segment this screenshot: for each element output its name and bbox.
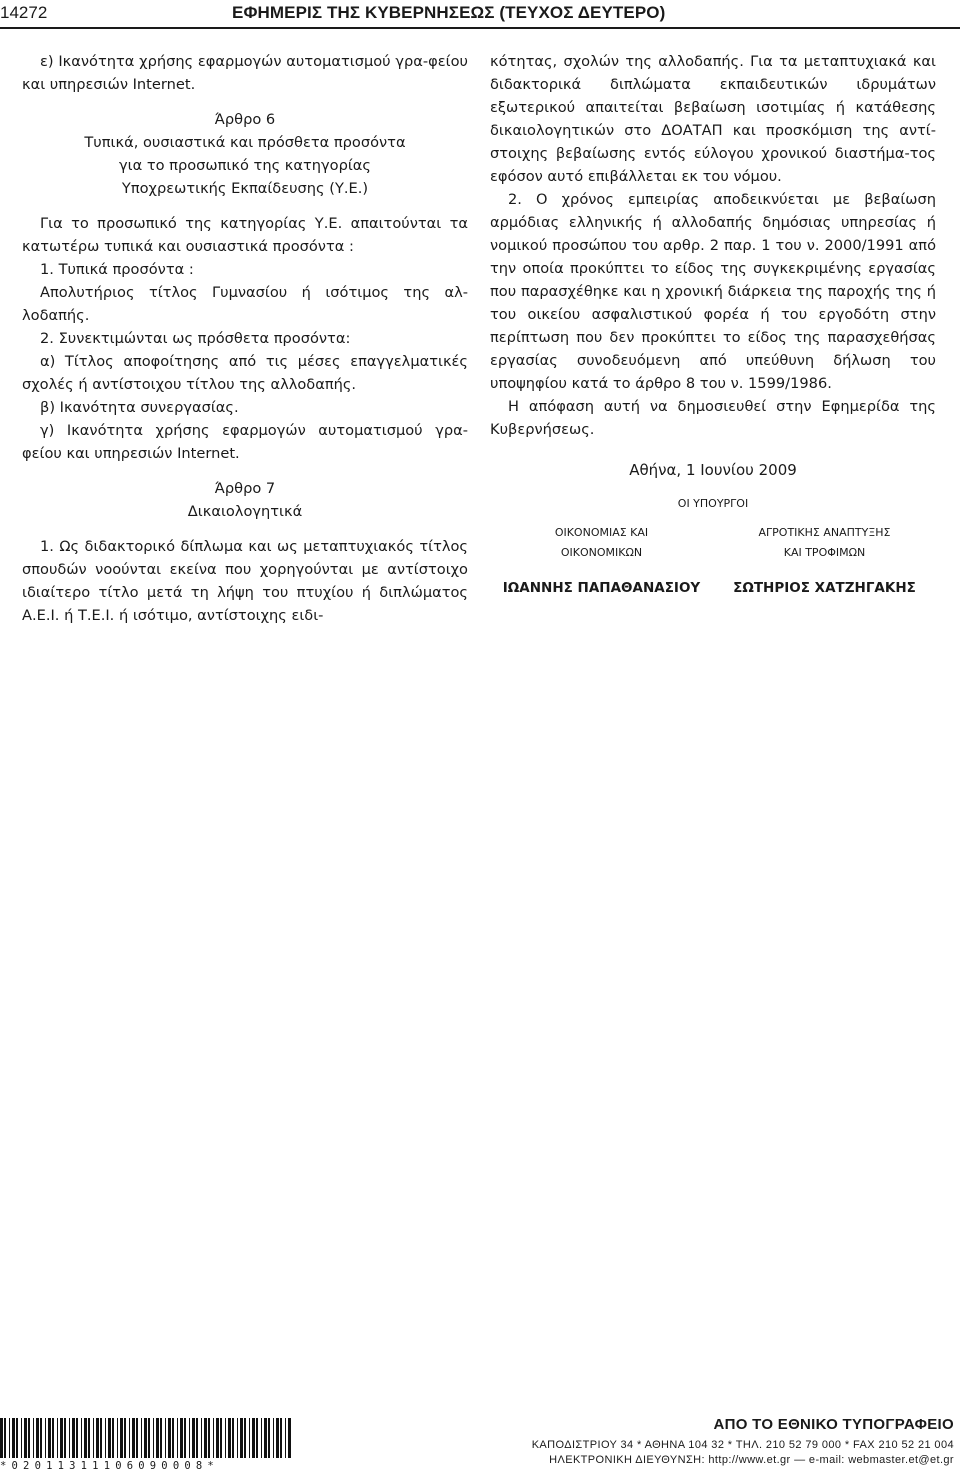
ministry-economy-line-1: ΟΙΚΟΝΟΜΙΑΣ ΚΑΙ bbox=[554, 526, 649, 539]
paragraph: γ) Ικανότητα χρήσης εφαρμογών αυτοματισμού γρα-φείου και υπηρεσιών Internet. bbox=[22, 422, 468, 462]
gazette-title: ΕΦΗΜΕΡΙΣ ΤΗΣ ΚΥΒΕΡΝΗΣΕΩΣ (ΤΕΥΧΟΣ ΔΕΥΤΕΡΟ) bbox=[232, 3, 666, 22]
publisher-web: ΗΛΕΚΤΡΟΝΙΚΗ ΔΙΕΥΘΥΝΣΗ: http://www.et.gr — e-mail: webmaster.et@et.gr bbox=[549, 1454, 954, 1466]
article-7-title: Άρθρο 7 bbox=[214, 480, 276, 497]
header-rule bbox=[0, 27, 960, 29]
page-footer bbox=[0, 1392, 960, 1478]
page-header bbox=[0, 0, 960, 34]
paragraph: 1. Τυπικά προσόντα : bbox=[40, 261, 194, 278]
article-6-subtitle-3: Υποχρεωτικής Εκπαίδευσης (Υ.Ε.) bbox=[121, 180, 369, 197]
paragraph: κότητας, σχολών της αλλοδαπής. Για τα μεταπτυχιακά και διδακτορικά διπλώματα εκπαιδευτικών ιδρυμάτων εξωτερικού απαιτείται βεβαίωση ισοτιμίας ή κατάθεσης δικαιολογητικών στο ΔΟΑΤΑΠ και προσκόμιση της αντί-στοιχης βεβαίωσης εντός εύλογου χρονικού διαστήμα-τος εφόσον αυτό επιβάλλεται εκ του νόμου. bbox=[490, 53, 936, 185]
paragraph: β) Ικανότητα συνεργασίας. bbox=[40, 399, 239, 416]
signature-date: Αθήνα, 1 Ιουνίου 2009 bbox=[629, 461, 797, 479]
publisher-address: ΚΑΠΟΔΙΣΤΡΙΟΥ 34 * ΑΘΗΝΑ 104 32 * ΤΗΛ. 210 52 79 000 * FAX 210 52 21 004 bbox=[531, 1439, 954, 1451]
barcode-digits: *02011311106090008* bbox=[0, 1460, 219, 1472]
ministry-agriculture bbox=[713, 523, 936, 563]
article-6-subtitle-1: Τυπικά, ουσιαστικά και πρόσθετα προσόντα bbox=[84, 134, 406, 151]
barcode-icon bbox=[0, 1418, 292, 1458]
ministry-economy-line-2: ΟΙΚΟΝΟΜΙΚΩΝ bbox=[560, 546, 643, 559]
ministry-agriculture-line-2: ΚΑΙ ΤΡΟΦΙΜΩΝ bbox=[783, 546, 866, 559]
right-column bbox=[490, 50, 936, 600]
left-column bbox=[22, 50, 468, 627]
paragraph: 2. Συνεκτιμώνται ως πρόσθετα προσόντα: bbox=[40, 330, 351, 347]
signatory-left: ΙΩΑΝΝΗΣ ΠΑΠΑΘΑΝΑΣΙΟΥ bbox=[502, 580, 701, 596]
paragraph: α) Τίτλος αποφοίτησης από τις μέσες επαγγελματικές σχολές ή αντίστοιχου τίτλου της αλλοδαπής. bbox=[22, 353, 468, 393]
article-7-subtitle: Δικαιολογητικά bbox=[187, 503, 303, 520]
article-6-subtitle-2: για το προσωπικό της κατηγορίας bbox=[119, 157, 371, 174]
ministry-agriculture-line-1: ΑΓΡΟΤΙΚΗΣ ΑΝΑΠΤΥΞΗΣ bbox=[758, 526, 891, 539]
paragraph: ε) Ικανότητα χρήσης εφαρμογών αυτοματισμού γρα-φείου και υπηρεσιών Internet. bbox=[22, 53, 468, 93]
page-number: 14272 bbox=[0, 3, 48, 22]
paragraph: Για το προσωπικό της κατηγορίας Υ.Ε. απαιτούνται τα κατωτέρω τυπικά και ουσιαστικά προσόντα : bbox=[22, 215, 468, 255]
ministry-economy bbox=[490, 523, 713, 563]
paragraph: 1. Ως διδακτορικό δίπλωμα και ως μεταπτυχιακός τίτλος σπουδών νοούνται εκείνα που χορηγούνται με αντίστοιχο ιδιαίτερο τίτλο μετά τη λήψη του πτυχίου ή διπλώματος Α.Ε.Ι. ή Τ.Ε.Ι. ή ισότιμο, αντίστοιχης ειδι- bbox=[22, 538, 468, 624]
paragraph: 2. Ο χρόνος εμπειρίας αποδεικνύεται με βεβαίωση αρμόδιας ελληνικής ή αλλοδαπής δημόσιας υπηρεσίας ή νομικού προσώπου του αρθρ. 2 παρ. 1 του ν. 2000/1991 από την οποία προκύπτει το είδος της συγκεκριμένης εργασίας που παρασχέθηκε και η χρονική διάρκεια της παροχής της ή του οικείου ασφαλιστικού φορέα ή του εργοδότη στην περίπτωση που δεν προκύπτει το είδος της παρασχεθήσας εργασίας συνοδευόμενη από υπεύθυνη δήλωση του υποψηφίου κατά το άρθρο 8 του ν. 1599/1986. bbox=[490, 191, 936, 392]
signatory-right: ΣΩΤΗΡΙΟΣ ΧΑΤΖΗΓΑΚΗΣ bbox=[733, 580, 916, 596]
ministers-label: ΟΙ ΥΠΟΥΡΓΟΙ bbox=[677, 497, 749, 510]
article-6-title: Άρθρο 6 bbox=[214, 111, 276, 128]
paragraph: Η απόφαση αυτή να δημοσιευθεί στην Εφημερίδα της Κυβερνήσεως. bbox=[490, 398, 936, 438]
publisher-name: ΑΠΟ ΤΟ ΕΘΝΙΚΟ ΤΥΠΟΓΡΑΦΕΙΟ bbox=[713, 1416, 954, 1433]
paragraph: Απολυτήριος τίτλος Γυμνασίου ή ισότιμος της αλ-λοδαπής. bbox=[22, 284, 468, 324]
ministries bbox=[490, 523, 936, 563]
signatories bbox=[490, 577, 936, 600]
